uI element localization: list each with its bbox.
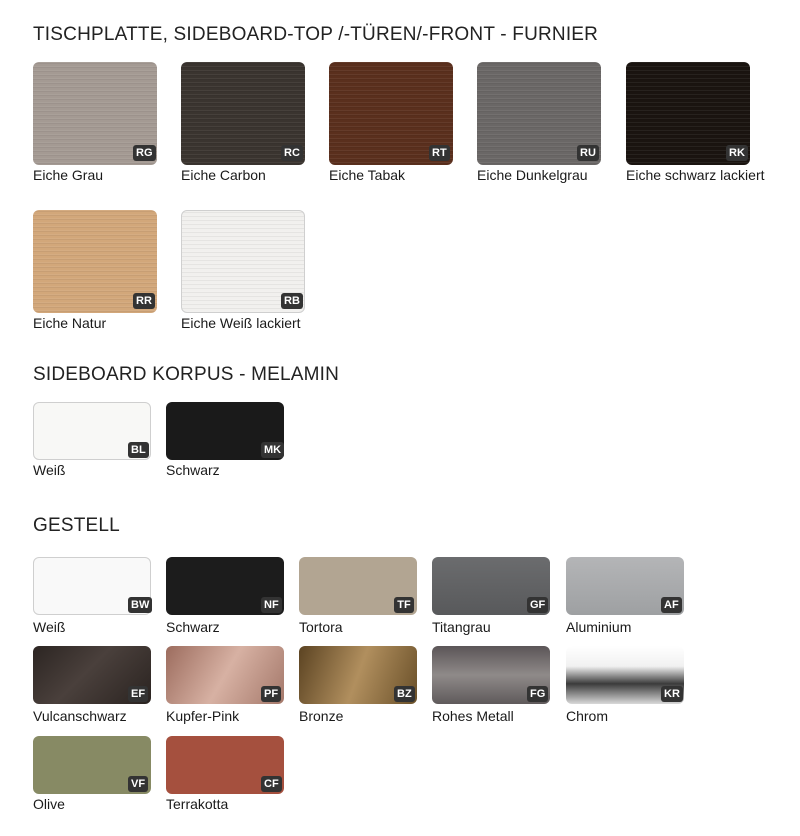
swatch-code-badge: RR [133, 293, 155, 309]
swatch-code-badge: FG [527, 686, 548, 702]
swatch-code-badge: AF [661, 597, 682, 613]
swatch-label: Aluminium [566, 619, 632, 635]
swatch-label: Rohes Metall [432, 708, 514, 724]
swatch-label: Eiche Tabak [329, 167, 406, 183]
swatch-label: Olive [33, 796, 65, 812]
swatch-label: Weiß [33, 462, 66, 478]
swatch-label: Eiche Grau [33, 167, 104, 183]
swatch-code-badge: BL [128, 442, 149, 458]
swatch-code-badge: NF [261, 597, 282, 613]
swatch-code-badge: EF [128, 686, 148, 702]
swatch-label: Eiche Carbon [181, 167, 266, 183]
swatch-code-badge: PF [261, 686, 281, 702]
swatch-code-badge: VF [128, 776, 148, 792]
swatch-label: Tortora [299, 619, 343, 635]
swatch-label: Eiche Dunkelgrau [477, 167, 588, 183]
swatch-label: Bronze [299, 708, 344, 724]
swatch-code-badge: CF [261, 776, 282, 792]
swatch-label: Eiche schwarz lackiert [626, 167, 765, 183]
swatch-label: Titangrau [432, 619, 491, 635]
section-title-melamine: SIDEBOARD KORPUS - MELAMIN [33, 364, 340, 385]
swatch-label: Schwarz [166, 462, 220, 478]
swatch-label: Terrakotta [166, 796, 229, 812]
swatch-label: Eiche Natur [33, 315, 107, 331]
swatch-label: Kupfer-Pink [166, 708, 240, 724]
swatch-code-badge: KR [661, 686, 683, 702]
swatch-code-badge: RG [133, 145, 156, 161]
swatch-code-badge: MK [261, 442, 284, 458]
swatch-code-badge: RU [577, 145, 599, 161]
swatch-code-badge: RB [281, 293, 303, 309]
swatch-label: Weiß [33, 619, 66, 635]
swatch-code-badge: RK [726, 145, 748, 161]
swatch-code-badge: TF [394, 597, 414, 613]
swatch-label: Eiche Weiß lackiert [181, 315, 301, 331]
swatch-label: Chrom [566, 708, 609, 724]
swatch-code-badge: RT [429, 145, 450, 161]
swatch-label: Schwarz [166, 619, 220, 635]
swatch-code-badge: BW [128, 597, 152, 613]
section-title-frame: GESTELL [33, 515, 120, 536]
swatch-label: Vulcanschwarz [33, 708, 127, 724]
swatch-code-badge: GF [527, 597, 548, 613]
swatch-code-badge: RC [281, 145, 303, 161]
swatch-code-badge: BZ [394, 686, 415, 702]
section-title-veneer: TISCHPLATTE, SIDEBOARD-TOP /-TÜREN/-FRONT - FURNIER [33, 24, 599, 45]
